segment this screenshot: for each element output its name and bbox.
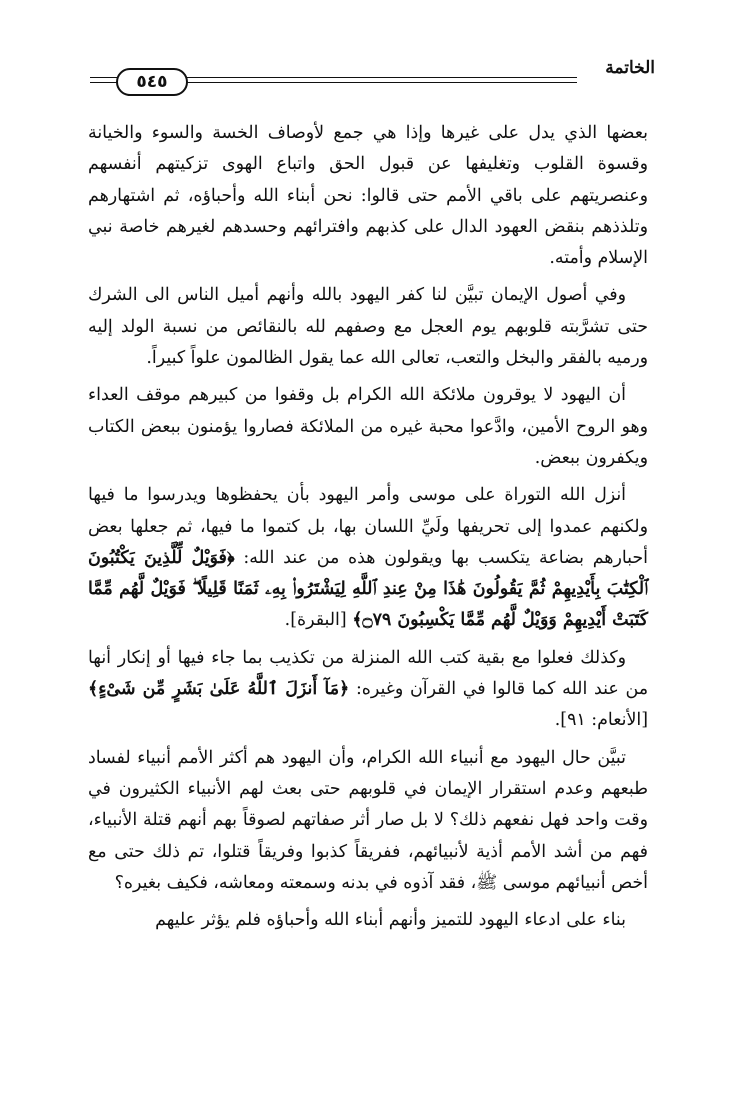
quran-verse-baqarah: ﴿فَوَيْلٌ لِّلَّذِينَ يَكْتُبُونَ ٱلْكِتَٰبَ بِأَيْدِيهِمْ ثُمَّ يَقُولُونَ هَٰذَا مِنْ عِندِ ٱللَّهِ لِيَشْتَرُوا۟ بِهِۦ ثَمَنًا قَلِيلًا ۖ فَوَيْلٌ لَّهُم مِّمَّا كَتَبَتْ أَيْدِيهِمْ وَوَيْلٌ لَّهُم مِّمَّا يَكْسِبُونَ ۝٧٩﴾ <box>88 547 648 631</box>
chapter-title: الخاتمة <box>605 58 655 78</box>
paragraph-1: بعضها الذي يدل على غيرها وإذا هي جمع لأوصاف الخسة والسوء والخيانة وقسوة القلوب وتغليفها عن قبول الحق واتباع الهوى تزكيتهم أنفسهم وعنصريتهم على باقي الأمم حتى قالوا: نحن أبناء الله وأحباؤه، ثم اشتهارهم وتلذذهم بنقض العهود الدال على كذبهم وافترائهم وحسدهم لغيرهم خاصة نبي الإسلام وأمته. <box>88 123 648 269</box>
paragraph-2: وفي أصول الإيمان تبيَّن لنا كفر اليهود بالله وأنهم أميل الناس الى الشرك حتى تشرَّبته قلوبهم يوم العجل مع وصفهم لله بالنقائص من نسبة الولد إليه ورميه بالفقر والبخل والتعب، تعالى الله عما يقول الظالمون علواً كبيراً. <box>88 285 648 369</box>
paragraph-5-text: وكذلك فعلوا مع بقية كتب الله المنزلة من تكذيب بما جاء فيها أو إنكار أنها من عند الله كما قالوا في القرآن وغيره: <box>88 647 649 700</box>
verse-reference-anam: [الأنعام: ٩١]. <box>554 710 648 731</box>
paragraph-3: أن اليهود لا يوقرون ملائكة الله الكرام بل وقفوا من كبيرهم موقف العداء وهو الروح الأمين، وادَّعوا محبة غيره من الملائكة فصاروا يؤمنون ببعض الكتاب ويكفرون ببعض. <box>88 385 648 468</box>
page-number: ٥٤٥ <box>116 68 188 96</box>
paragraph-7: بناء على ادعاء اليهود للتميز وأنهم أبناء الله وأحباؤه فلم يؤثر عليهم <box>155 910 626 931</box>
body-text <box>88 118 648 942</box>
paragraph-5 <box>88 643 648 737</box>
page-header <box>90 58 655 98</box>
paragraph-4 <box>88 480 648 636</box>
quran-verse-anam: ﴿مَآ أَنزَلَ ٱللَّهُ عَلَىٰ بَشَرٍ مِّن شَىْءٍ﴾ <box>88 679 350 700</box>
paragraph-6: تبيَّن حال اليهود مع أنبياء الله الكرام، وأن اليهود هم أكثر الأمم أنبياء لفساد طبعهم وعدم استقرار الإيمان في قلوبهم حتى بعث لهم الأنبياء الكثيرون في وقت واحد فهل نفعهم ذلك؟ لا بل صار أثر صفاتهم لصوقاً بهم أنهم قتلة الأنبياء، فهم من أشد الأمم أذية لأنبيائهم، ففريقاً كذبوا وفريقاً قتلوا، تم ذلك حتى مع أخص أنبيائهم موسى ﷺ، فقد آذوه في بدنه وسمعته ومعاشه، فكيف بغيره؟ <box>88 747 648 893</box>
verse-reference-baqarah: [البقرة]. <box>284 610 347 631</box>
paragraph-4-text: أنزل الله التوراة على موسى وأمر اليهود بأن يحفظوها ويدرسوا ما فيها ولكنهم عمدوا إلى تحريفها ولَيِّ اللسان بها، بل كتموا ما فيها، ثم جعلها بعض أحبارهم بضاعة يتكسب بها ويقولون هذه من عند الله: <box>88 485 648 568</box>
